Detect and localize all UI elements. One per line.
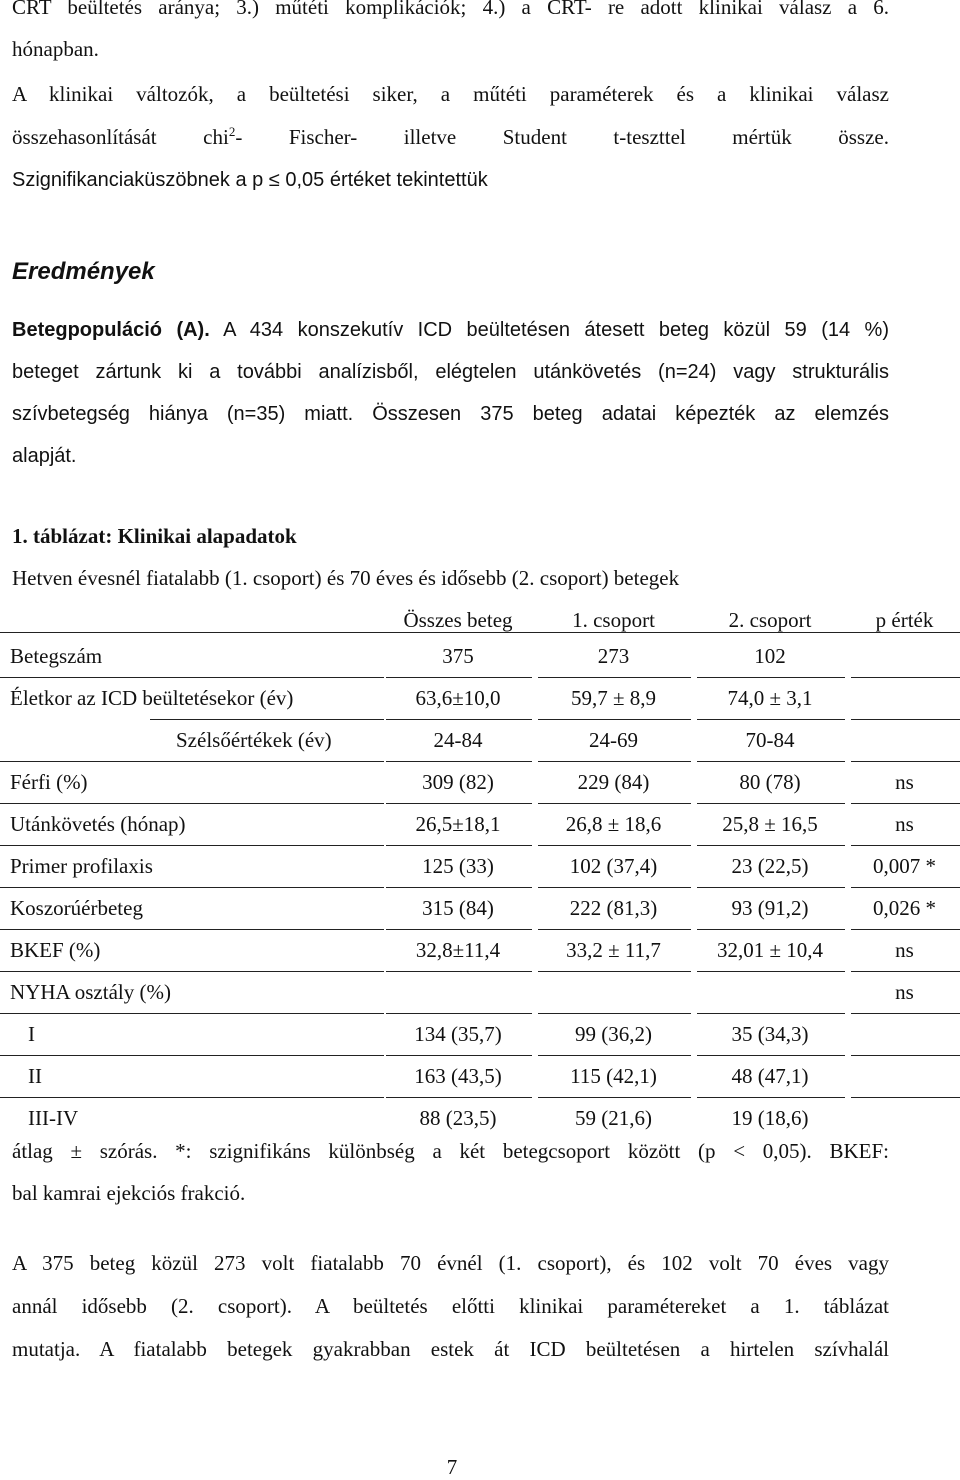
row-label: Életkor az ICD beültetésekor (év) [10, 686, 294, 710]
table-rule [697, 761, 845, 762]
table-rule [538, 845, 691, 846]
table-rule [697, 971, 845, 972]
cell-g2: 74,0 ± 3,1 [727, 686, 813, 710]
table-rule [0, 1097, 384, 1098]
table-rule [0, 845, 384, 846]
cell-g2: 23 (22,5) [731, 854, 809, 878]
cell-g2: 19 (18,6) [731, 1106, 809, 1130]
paragraph-line: annál idősebb (2. csoport). A beültetés előtti klinikai paramétereket a 1. táblázat [12, 1294, 889, 1318]
paragraph-line [12, 124, 889, 150]
cell-total: 375 [442, 644, 474, 668]
row-label: Férfi (%) [10, 770, 88, 794]
table-rule [697, 887, 845, 888]
table-rule [851, 971, 960, 972]
table-rule [851, 1097, 960, 1098]
paragraph-line: alapját. [12, 445, 77, 467]
table-rule [851, 761, 960, 762]
cell-g2: 102 [754, 644, 786, 668]
cell-g2: 80 (78) [739, 770, 801, 794]
cell-total: 32,8±11,4 [415, 938, 501, 962]
table-subtitle: Hetven évesnél fiatalabb (1. csoport) és 70 éves és idősebb (2. csoport) betegek [12, 566, 680, 590]
table-rule [538, 887, 691, 888]
row-label: II [28, 1064, 42, 1088]
table-rule [851, 845, 960, 846]
header-total: Összes beteg [403, 608, 513, 632]
table-rule [538, 1055, 691, 1056]
cell-total: 163 (43,5) [414, 1064, 502, 1088]
table-rule [386, 845, 532, 846]
table-rule [0, 929, 384, 930]
cell-p: ns [895, 812, 914, 836]
text-fragment: összehasonlítását chi [12, 125, 229, 149]
cell-g1: 115 (42,1) [570, 1064, 657, 1088]
cell-g1: 33,2 ± 11,7 [566, 938, 661, 962]
table-rule [697, 803, 845, 804]
table-rule [851, 803, 960, 804]
cell-g2: 32,01 ± 10,4 [716, 938, 824, 962]
cell-total: 63,6±10,0 [415, 686, 501, 710]
table-rule [538, 719, 691, 720]
cell-g2: 25,8 ± 16,5 [722, 812, 818, 836]
text-fragment: A 434 konszekutív ICD beültetésen átesett beteg közül 59 (14 %) [209, 319, 889, 341]
row-label: III-IV [28, 1106, 79, 1130]
paragraph-line: A 375 beteg közül 273 volt fiatalabb 70 évnél (1. csoport), és 102 volt 70 éves vagy [12, 1251, 889, 1275]
table-rule [697, 1097, 845, 1098]
table-rule [851, 719, 960, 720]
cell-total: 134 (35,7) [414, 1022, 502, 1046]
table-rule [386, 677, 532, 678]
cell-g2: 93 (91,2) [731, 896, 809, 920]
table-rule [386, 1097, 532, 1098]
cell-p: 0,007 * [873, 854, 936, 878]
cell-p: ns [895, 770, 914, 794]
table-rule [386, 887, 532, 888]
cell-g1: 59 (21,6) [575, 1106, 652, 1130]
cell-p: ns [895, 938, 914, 962]
cell-g1: 273 [597, 644, 630, 668]
cell-total: 309 (82) [422, 770, 494, 794]
table-rule [0, 803, 384, 804]
row-label: BKEF (%) [10, 938, 101, 962]
row-label: Primer profilaxis [10, 854, 153, 878]
table-rule [0, 632, 960, 633]
cell-g2: 70-84 [745, 728, 795, 752]
table-footnote: bal kamrai ejekciós frakció. [12, 1181, 246, 1205]
table-rule [851, 677, 960, 678]
cell-g2: 48 (47,1) [731, 1064, 809, 1088]
header-group2: 2. csoport [728, 608, 812, 632]
table-rule [386, 1013, 532, 1014]
table-rule [386, 761, 532, 762]
row-label: I [28, 1022, 35, 1046]
table-rule [538, 929, 691, 930]
table-rule [150, 719, 384, 720]
table-rule [697, 677, 845, 678]
text-fragment: - Fischer- illetve Student t-teszttel mértük össze. [235, 125, 889, 149]
page-number: 7 [446, 1455, 458, 1479]
row-label: NYHA osztály (%) [10, 980, 171, 1004]
cell-total: 88 (23,5) [419, 1106, 497, 1130]
bold-label: Betegpopuláció (A). [12, 319, 210, 341]
table-rule [697, 845, 845, 846]
table-rule [851, 887, 960, 888]
results-heading: Eredmények [12, 258, 155, 285]
table-rule [538, 677, 691, 678]
table-rule [851, 1013, 960, 1014]
header-p-value: p érték [875, 608, 934, 632]
cell-p: 0,026 * [873, 896, 936, 920]
table-rule [0, 761, 384, 762]
header-group1: 1. csoport [572, 608, 655, 632]
table-rule [0, 971, 384, 972]
table-rule [697, 929, 845, 930]
cell-total: 24-84 [433, 728, 483, 752]
paragraph-line: CRT beültetés aránya; 3.) műtéti komplikációk; 4.) a CRT- re adott klinikai válasz a 6. [12, 0, 889, 19]
row-label: Koszorúérbeteg [10, 896, 143, 920]
cell-g1: 229 (84) [577, 770, 650, 794]
paragraph-line: hónapban. [12, 37, 99, 61]
table-title: 1. táblázat: Klinikai alapadatok [12, 524, 297, 548]
table-rule [0, 1055, 384, 1056]
paragraph-line: mutatja. A fiatalabb betegek gyakrabban estek át ICD beültetésen a hirtelen szívhalál [12, 1337, 889, 1361]
cell-g1: 26,8 ± 18,6 [565, 812, 662, 836]
table-rule [386, 1055, 532, 1056]
table-rule [851, 929, 960, 930]
cell-total: 125 (33) [422, 854, 494, 878]
cell-total: 26,5±18,1 [415, 812, 501, 836]
table-rule [538, 971, 691, 972]
paragraph-line: beteget zártunk ki a további analízisből, elégtelen utánkövetés (n=24) vagy strukturális [12, 361, 889, 383]
table-rule [697, 719, 845, 720]
row-label: Utánkövetés (hónap) [10, 812, 186, 836]
cell-g1: 59,7 ± 8,9 [570, 686, 657, 710]
paragraph-line: Szignifikanciaküszöbnek a p ≤ 0,05 értéket tekintettük [12, 169, 488, 191]
table-rule [697, 1055, 845, 1056]
cell-g1: 24-69 [589, 728, 638, 752]
paragraph-line: szívbetegség hiánya (n=35) miatt. Összesen 375 beteg adatai képezték az elemzés [12, 403, 889, 425]
cell-g1: 102 (37,4) [569, 854, 658, 878]
paragraph-line: A klinikai változók, a beültetési siker, a műtéti paraméterek és a klinikai válasz [12, 82, 889, 106]
cell-g1: 222 (81,3) [569, 896, 658, 920]
table-rule [386, 929, 532, 930]
cell-g2: 35 (34,3) [731, 1022, 809, 1046]
table-rule [0, 677, 384, 678]
row-label: Szélsőértékek (év) [176, 728, 332, 752]
table-rule [851, 1055, 960, 1056]
paragraph-line [12, 317, 889, 343]
table-footnote: átlag ± szórás. *: szignifikáns különbség a két betegcsoport között (p < 0,05). BKEF: [12, 1139, 889, 1163]
table-rule [386, 719, 532, 720]
table-rule [0, 887, 384, 888]
superscript: 2 [228, 124, 236, 139]
table-rule [697, 1013, 845, 1014]
row-label: Betegszám [10, 644, 103, 668]
table-rule [538, 1013, 691, 1014]
table-rule [538, 1097, 691, 1098]
cell-g1: 99 (36,2) [575, 1022, 652, 1046]
table-rule [386, 803, 532, 804]
table-rule [538, 803, 691, 804]
cell-p: ns [895, 980, 914, 1004]
table-rule [0, 1013, 384, 1014]
cell-total: 315 (84) [422, 896, 494, 920]
table-rule [386, 971, 532, 972]
table-rule [538, 761, 691, 762]
